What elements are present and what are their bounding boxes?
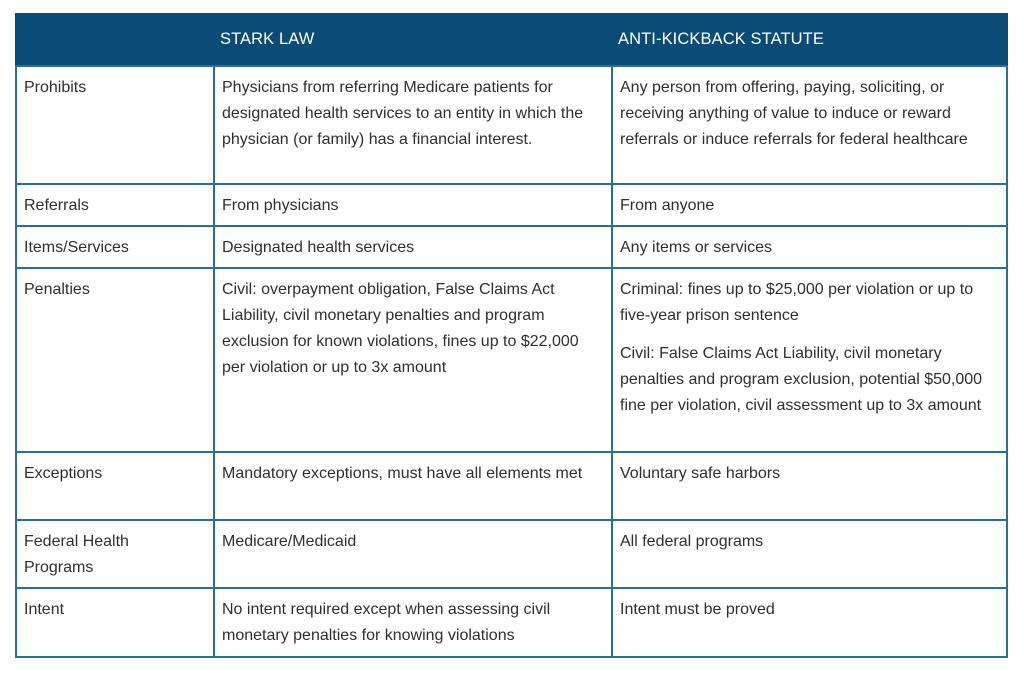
cell-text: Mandatory exceptions, must have all elements met [222,465,583,482]
stark-cell [213,67,611,183]
stark-cell [213,185,611,225]
table-row-federal-health-programs [15,521,1008,589]
cell-text: Any person from offering, paying, soliciting, or receiving anything of value to induce or reward referrals or induce referrals for federal healthcare [620,79,968,148]
cell-text: All federal programs [620,533,764,550]
row-label: Exceptions [24,465,103,482]
row-label: Federal Health Programs [24,533,129,576]
aks-cell [611,453,1006,519]
cell-text-civil: Civil: False Claims Act Liability, civil monetary penalties and program exclusion, potential $50,000 fine per violation, civil assessment up to 3x amount [620,345,983,414]
table-row-referrals [15,185,1008,227]
row-label: Intent [24,601,65,618]
aks-cell [611,521,1006,587]
cell-text: From anyone [620,197,715,214]
cell-text: From physicians [222,197,339,214]
cell-text: Voluntary safe harbors [620,465,781,482]
cell-text: Medicare/Medicaid [222,533,357,550]
row-label: Prohibits [24,79,87,96]
aks-cell [611,589,1006,656]
cell-text: Physicians from referring Medicare patients for designated health services to an entity in which the physician (or family) has a financial interest. [222,79,584,148]
table-row-prohibits [15,65,1008,185]
table-header [15,13,1008,65]
aks-cell [611,269,1006,451]
stark-cell [213,227,611,267]
aks-cell [611,185,1006,225]
aks-cell [611,67,1006,183]
comparison-table [15,13,1008,658]
aks-cell [611,227,1006,267]
cell-text: No intent required except when assessing civil monetary penalties for knowing violations [222,601,551,644]
table-row-items-services [15,227,1008,269]
stark-cell [213,269,611,451]
header-cell-empty [23,13,211,65]
row-label: Referrals [24,197,89,214]
table-row-penalties [15,269,1008,453]
stark-cell [213,453,611,519]
cell-text: Intent must be proved [620,601,775,618]
row-label: Items/Services [24,239,129,256]
row-label: Penalties [24,281,90,298]
cell-text: Any items or services [620,239,773,256]
stark-cell [213,589,611,656]
table-row-intent [15,589,1008,658]
header-stark-law: STARK LAW [220,30,315,48]
header-anti-kickback-statute: ANTI-KICKBACK STATUTE [618,30,824,48]
stark-cell [213,521,611,587]
cell-text: Civil: overpayment obligation, False Claims Act Liability, civil monetary penalties and program exclusion for known violations, fines up to $22,000 per violation or up to 3x amount [222,281,579,376]
table-row-exceptions [15,453,1008,521]
cell-text: Designated health services [222,239,415,256]
cell-text-criminal: Criminal: fines up to $25,000 per violation or up to five-year prison sentence [620,281,974,324]
